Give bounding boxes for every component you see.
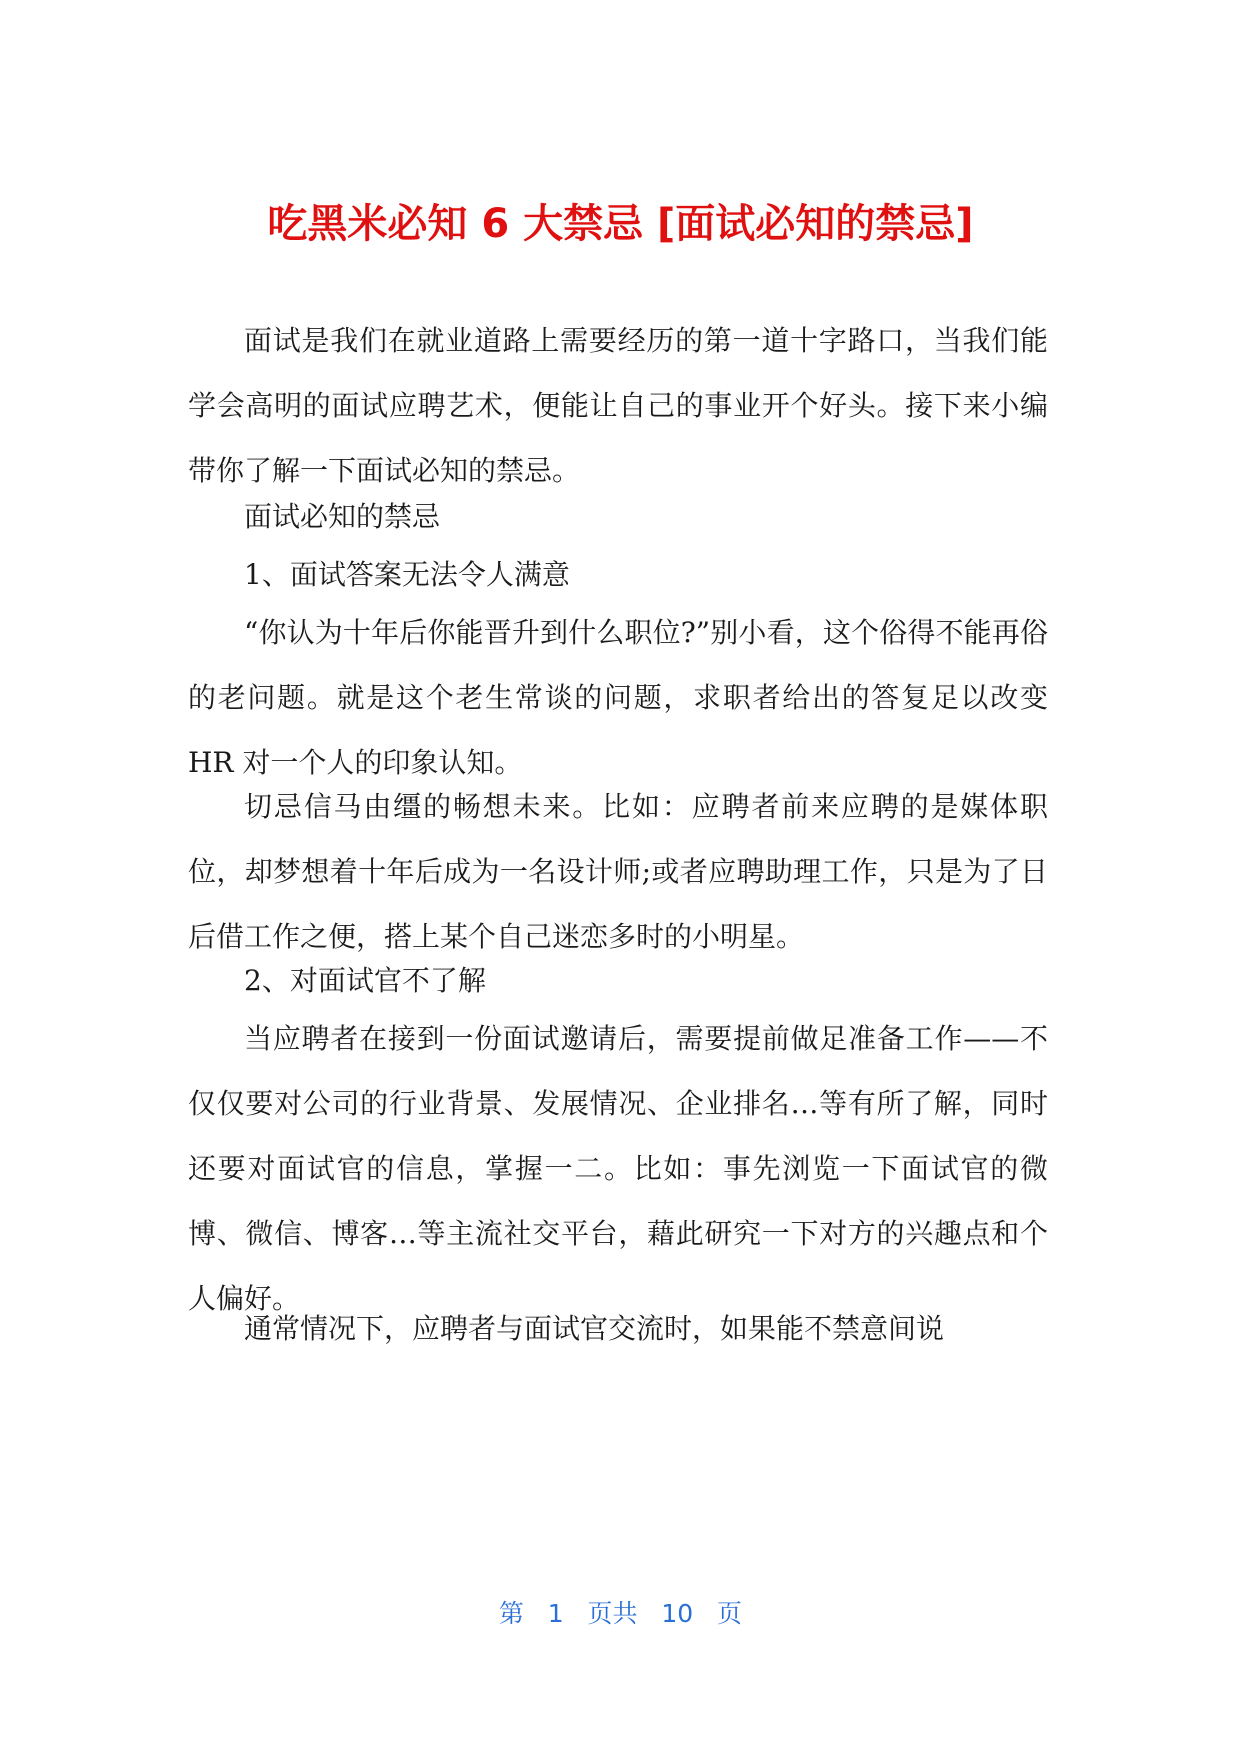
footer-suffix: 页 (717, 1599, 743, 1628)
page-footer (0, 1596, 1241, 1632)
footer-middle: 页共 (587, 1599, 638, 1628)
footer-prefix: 第 (498, 1599, 524, 1628)
paragraph-question: “你认为十年后你能晋升到什么职位?”别小看，这个俗得不能再俗的老问题。就是这个老生常谈的问题，求职者给出的答复足以改变 HR 对一个人的印象认知。 (188, 616, 1048, 779)
footer-total-pages: 10 (661, 1599, 694, 1628)
paragraph-preparation: 当应聘者在接到一份面试邀请后，需要提前做足准备工作——不仅仅要对公司的行业背景、发展情况、企业排名…等有所了解，同时还要对面试官的信息，掌握一二。比如：事先浏览一下面试官的微博、微信、博客…等主流社交平台，藉此研究一下对方的兴趣点和个人偏好。 (188, 1022, 1048, 1315)
section-heading: 面试必知的禁忌 (244, 500, 441, 533)
item-heading-2: 2、对面试官不了解 (244, 964, 486, 997)
paragraph-intro: 面试是我们在就业道路上需要经历的第一道十字路口，当我们能学会高明的面试应聘艺术，便能让自己的事业开个好头。接下来小编带你了解一下面试必知的禁忌。 (188, 324, 1048, 487)
paragraph-advice: 切忌信马由缰的畅想未来。比如：应聘者前来应聘的是媒体职位，却梦想着十年后成为一名设计师;或者应聘助理工作，只是为了日后借工作之便，搭上某个自己迷恋多时的小明星。 (188, 790, 1048, 953)
paragraph-continued: 通常情况下，应聘者与面试官交流时，如果能不禁意间说 (244, 1312, 945, 1345)
footer-page-number: 1 (547, 1599, 564, 1628)
item-heading-1: 1、面试答案无法令人满意 (244, 558, 570, 591)
document-title: 吃黑米必知 6 大禁忌 [面试必知的禁忌] (267, 201, 974, 247)
